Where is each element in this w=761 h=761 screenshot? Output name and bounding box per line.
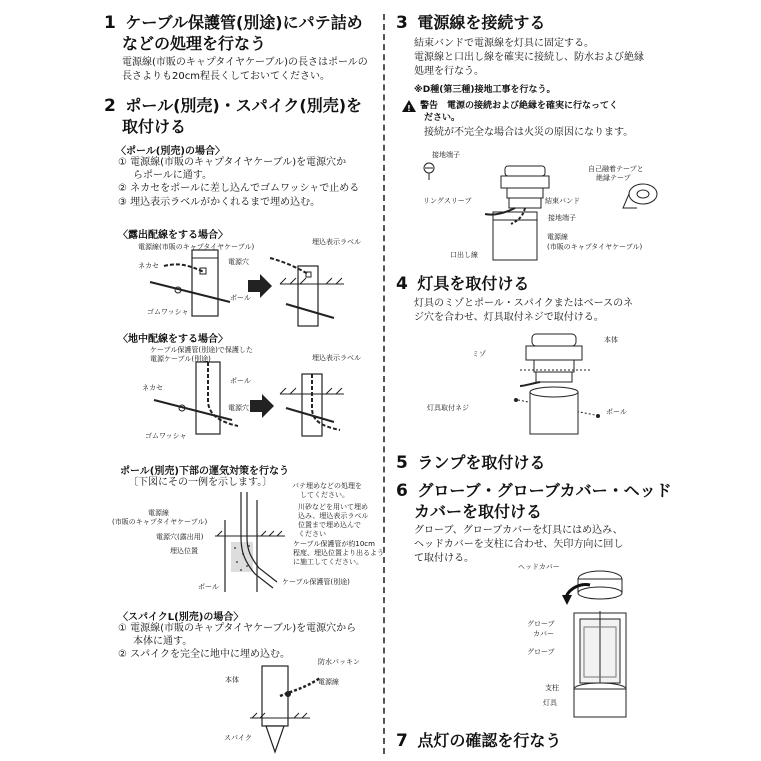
step7-number: 7 (396, 731, 408, 751)
s3-ground-label: 接地端子 (432, 151, 460, 159)
exposed-washer-label: ゴムワッシャ (147, 308, 189, 316)
vent-cable-line1: 電源線 (148, 509, 169, 517)
s3-tape-line2: 絶縁テープ (596, 174, 631, 182)
step3-title: 電源線を接続する (417, 13, 546, 32)
s6-globe-cover-line2: カバー (533, 630, 554, 638)
spike-spike-label: スパイク (224, 734, 252, 742)
step4-body-line1: 灯具のミゾとポール・スパイクまたはベースのネ (414, 298, 634, 309)
vent-putty-line2: してください。 (300, 491, 349, 499)
s3-cable-line1: 電源線 (547, 233, 568, 241)
spike-case-heading: 〈スパイクL(別売)の場合〉 (118, 612, 244, 623)
spike-packing-label: 防水パッキン (318, 658, 360, 666)
step6-title-line2: カバーを取付ける (414, 502, 543, 521)
step1-body-line1: 電源線(市販のキャプタイヤケーブル)の長さはポールの (122, 57, 368, 68)
vent-diagram (215, 492, 295, 597)
vent-pipe-label: ケーブル保護管(別途) (282, 578, 350, 586)
vent-pole-label: ポール (198, 583, 219, 591)
step6-body-line3: て取付ける。 (414, 553, 474, 564)
step6-title-line1: グローブ・グローブカバー・ヘッド (417, 481, 672, 500)
step7-title: 点灯の確認を行なう (417, 731, 562, 750)
s4-groove-label: ミゾ (472, 350, 486, 358)
exposed-embed-label: 埋込表示ラベル (312, 238, 361, 246)
step4-fixture-diagram (490, 330, 630, 435)
warning-line2: ださい。 (424, 113, 461, 123)
step1-body-line2: 長さよりも20cm程長くしておいてください。 (122, 71, 330, 82)
step3-number: 3 (396, 13, 408, 33)
ug-washer-label: ゴムワッシャ (145, 432, 187, 440)
step4-heading (396, 274, 529, 294)
exposed-wiring-diagram (120, 248, 360, 328)
vent-sand-line3: 位置まで埋め込んで (298, 521, 361, 529)
step1-title-line2: などの処理を行なう (122, 34, 267, 53)
s4-screw-label: 灯具取付ネジ (427, 404, 469, 412)
vent-sand-line4: ください (298, 530, 326, 538)
exposed-nekase-label: ネカセ (138, 262, 159, 270)
s6-head-label: ヘッドカバー (518, 563, 560, 571)
step5-heading (396, 453, 545, 473)
step4-body-line2: ジ穴を合わせ、灯具取付ネジで取付ける。 (414, 312, 604, 323)
s3-sleeve-label: リングスリーブ (423, 197, 472, 205)
step1-title-line1: ケーブル保護管(別途)にパテ詰め (125, 13, 363, 32)
step2-title-line2: 取付ける (122, 117, 187, 136)
step3-connection-diagram (415, 158, 665, 263)
step5-number: 5 (396, 453, 408, 473)
step3-body-line2: 電源線と口出し線を確実に接続し、防水および絶縁 (414, 52, 644, 63)
warning-line3: 接続が不完全な場合は火災の原因になります。 (424, 127, 634, 138)
pole-step3: ③ 埋込表示ラベルがかくれるまで埋め込む。 (118, 197, 321, 208)
spike-diagram (250, 666, 360, 756)
s3-lead-label: 口出し線 (450, 251, 478, 259)
spike-step2: ② スパイクを完全に地中に埋め込む。 (118, 649, 290, 660)
vent-pipe-note-line2: 程度、埋込位置より出るよう (293, 549, 384, 557)
ug-pole-label: ポール (230, 377, 251, 385)
pole-step1-line2: らポールに通す。 (133, 170, 212, 181)
underground-wiring-diagram (120, 360, 360, 440)
ug-cable-label-line2: 電源ケーブル(別途) (150, 355, 211, 363)
step3-body-line1: 結束バンドで電源線を灯具に固定する。 (414, 38, 594, 49)
spike-step1-line2: 本体に通す。 (133, 636, 193, 647)
vent-sand-line1: 川砂などを用いて埋め (298, 503, 368, 511)
step2-title-line1: ポール(別売)・スパイク(別売)を (125, 96, 363, 115)
step6-body-line1: グローブ、グローブカバーを灯具にはめ込み、 (414, 525, 623, 536)
exposed-hole-label: 電源穴 (228, 258, 249, 266)
s3-ground2-label: 接地端子 (548, 214, 576, 222)
step6-heading (396, 481, 672, 501)
step1-number: 1 (104, 13, 116, 33)
ug-embed-label: 埋込表示ラベル (312, 354, 361, 362)
vent-sand-line2: 込み、埋込表示ラベル (298, 512, 369, 520)
vent-pipe-note-line1: ケーブル保護管が約10cm (293, 540, 375, 548)
s3-cable-line2: (市販のキャプタイヤケーブル) (547, 243, 643, 251)
step4-title: 灯具を取付ける (417, 274, 530, 293)
step3-heading (396, 13, 545, 33)
vent-heading: ポール(別売)下部の運気対策を行なう (120, 466, 289, 477)
step6-number: 6 (396, 481, 408, 501)
step3-body-line3: 処理を行なう。 (414, 66, 484, 77)
vent-pipe-note-line3: に施工してください。 (293, 558, 363, 566)
ug-hole-label: 電源穴 (228, 404, 249, 412)
vent-cable-line2: (市販のキャプタイヤケーブル) (112, 518, 208, 526)
svg-text:!: ! (407, 104, 411, 113)
step3-grounding-note: ※D種(第三種)接地工事を行なう。 (414, 85, 556, 95)
s4-pole-label: ポール (606, 408, 627, 416)
step1-heading (104, 13, 363, 33)
step5-title: ランプを取付ける (417, 453, 546, 472)
underground-wiring-heading: 〈地中配線をする場合〉 (118, 334, 228, 345)
pole-step2: ② ネカセをポールに差し込んでゴムワッシャで止める (118, 183, 360, 194)
step6-body-line2: ヘッドカバーを支柱に合わせ、矢印方向に回し (414, 539, 624, 550)
s6-globe-cover-line1: グローブ (527, 620, 555, 628)
vent-subheading: 〔下図にその一例を示します。〕 (128, 477, 273, 488)
exposed-wiring-heading: 〈露出配線をする場合〉 (118, 230, 228, 241)
s6-post-label: 支柱 (545, 684, 559, 692)
ug-nekase-label: ネカセ (142, 384, 163, 392)
ug-cable-label-line1: ケーブル保護管(別途)で保護した (150, 346, 253, 354)
step2-number: 2 (104, 96, 116, 116)
column-divider (383, 14, 385, 754)
vent-putty-line1: パテ埋めなどの処理を (292, 482, 362, 490)
warning-icon (402, 100, 416, 112)
s3-tape-line1: 自己融着テープと (588, 165, 644, 173)
exposed-cable-label: 電源線(市販のキャプタイヤケーブル) (138, 243, 255, 251)
step6-globe-diagram (560, 565, 640, 725)
vent-hole-label: 電源穴(露出用) (156, 533, 204, 541)
pole-case-heading: 〈ポール(別売)の場合〉 (116, 146, 225, 157)
s4-body-label: 本体 (604, 336, 618, 344)
step2-heading (104, 96, 362, 116)
s3-band-label: 結束バンド (545, 197, 580, 205)
spike-step1-line1: ① 電源線(市販のキャプタイヤケーブル)を電源穴から (118, 623, 357, 634)
s6-globe-label: グローブ (527, 648, 555, 656)
spike-body-label: 本体 (225, 676, 239, 684)
vent-position-label: 埋込位置 (170, 547, 198, 555)
step7-heading (396, 731, 561, 751)
spike-cable-label: 電源線 (318, 678, 339, 686)
warning-line1: 警告 電源の接続および絶縁を確実に行なってく (420, 101, 619, 111)
exposed-pole-label: ポール (230, 294, 251, 302)
step4-number: 4 (396, 274, 408, 294)
pole-step1-line1: ① 電源線(市販のキャプタイヤケーブル)を電源穴か (118, 157, 347, 168)
s6-fixture-label: 灯具 (543, 699, 557, 707)
